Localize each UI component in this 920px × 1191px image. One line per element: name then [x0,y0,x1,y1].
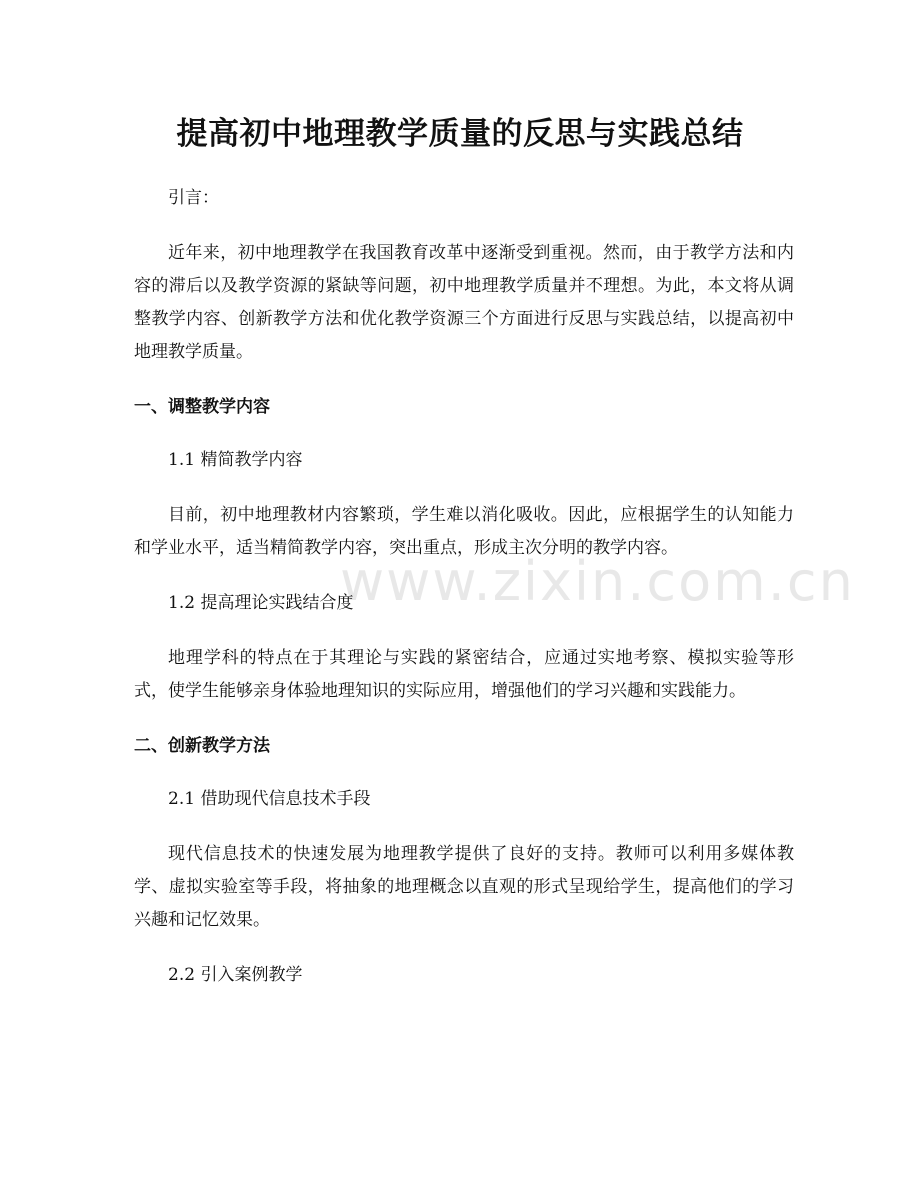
paragraph-1-2: 地理学科的特点在于其理论与实践的紧密结合，应通过实地考察、模拟实验等形式，使学生能够亲身体验地理知识的实际应用，增强他们的学习兴趣和实践能力。 [134,648,794,701]
paragraph-2-1: 现代信息技术的快速发展为地理教学提供了良好的支持。教师可以利用多媒体教学、虚拟实验室等手段，将抽象的地理概念以直观的形式呈现给学生，提高他们的学习兴趣和记忆效果。 [134,844,794,930]
subsection-heading-2-1: 2.1 借助现代信息技术手段 [168,789,371,809]
intro-paragraph: 近年来，初中地理教学在我国教育改革中逐渐受到重视。然而，由于教学方法和内容的滞后以及教学资源的紧缺等问题，初中地理教学质量并不理想。为此，本文将从调整教学内容、创新教学方法和优化教学资源三个方面进行反思与实践总结，以提高初中地理教学质量。 [134,243,794,362]
watermark-text: www.zixin.com.cn [340,550,855,613]
subsection-heading-1-1: 1.1 精简教学内容 [168,450,303,470]
document-title: 提高初中地理教学质量的反思与实践总结 [176,116,744,152]
intro-label: 引言： [168,188,219,208]
paragraph-1-1: 目前，初中地理教材内容繁琐，学生难以消化吸收。因此，应根据学生的认知能力和学业水平，适当精简教学内容，突出重点，形成主次分明的教学内容。 [134,505,794,558]
section-heading-1: 一、调整教学内容 [134,397,270,417]
document-body [134,182,794,1014]
section-heading-2: 二、创新教学方法 [134,736,270,756]
subsection-heading-1-2: 1.2 提高理论实践结合度 [168,593,354,613]
subsection-heading-2-2: 2.2 引入案例教学 [168,965,303,985]
